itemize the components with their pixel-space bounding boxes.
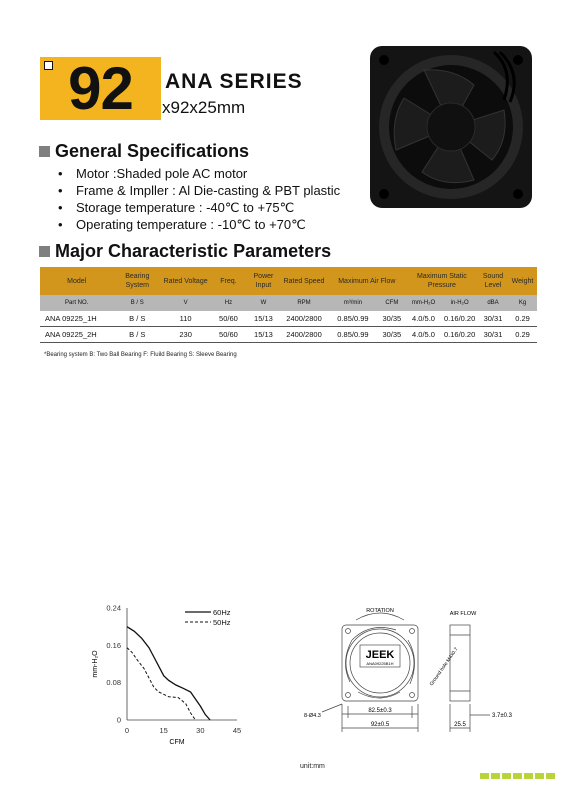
model-number: 92 (68, 55, 133, 122)
major-params-heading (39, 241, 331, 262)
unit-header: Part NO. (40, 295, 113, 311)
spec-item-text: Operating temperature : -10℃ to +70℃ (76, 217, 306, 232)
table-cell: 15/13 (247, 311, 280, 327)
unit-header: W (247, 295, 280, 311)
unit-header: B / S (113, 295, 161, 311)
column-header: Model (40, 267, 113, 295)
fan-label-code: ANA09225B1H (366, 661, 394, 666)
y-tick-label: 0 (116, 715, 121, 725)
dimension-drawing (300, 600, 515, 760)
table-cell: 2400/2800 (280, 327, 328, 343)
table-cell: ANA 09225_1H (40, 311, 113, 327)
list-item (58, 165, 340, 182)
rotation-label: ROTATION (366, 608, 394, 614)
table-cell: 0.29 (508, 327, 537, 343)
table-cell: 30/31 (478, 327, 508, 343)
bullet-icon: • (58, 217, 63, 232)
column-header: Power Input (247, 267, 280, 295)
table-cell: 50/60 (210, 311, 247, 327)
table-cell: 30/35 (378, 311, 406, 327)
x-tick-label: 15 (159, 726, 168, 735)
x-tick-label: 0 (124, 726, 130, 735)
table-cell: 15/13 (247, 327, 280, 343)
series-title: ANA SERIES (165, 70, 303, 93)
column-header: Weight (508, 267, 537, 295)
series-line-50Hz (127, 648, 195, 720)
brand-logo-icon (478, 770, 560, 782)
unit-header: Hz (210, 295, 247, 311)
table-cell: B / S (113, 311, 161, 327)
chart-series (127, 627, 210, 720)
legend-label: 60Hz (213, 608, 231, 617)
table-cell: 0.85/0.99 (328, 311, 378, 327)
corner-square-icon (44, 61, 53, 70)
column-header: Sound Level (478, 267, 508, 295)
table-row (40, 327, 537, 343)
unit-header: in-H₂O (441, 295, 478, 311)
unit-header: mm-H₂O (406, 295, 442, 311)
bullet-icon: • (58, 183, 63, 198)
list-item (58, 182, 340, 199)
unit-label: unit:mm (300, 763, 325, 770)
table-cell: 0.16/0.20 (441, 311, 478, 327)
table-cell: 30/31 (478, 311, 508, 327)
list-item (58, 199, 340, 216)
table-cell: 2400/2800 (280, 311, 328, 327)
table-cell: 4.0/5.0 (406, 311, 442, 327)
unit-header: V (161, 295, 210, 311)
table-unit-row (40, 295, 537, 311)
y-tick-label: 0.24 (106, 603, 121, 613)
column-header: Rated Speed (280, 267, 328, 295)
depth-dimension: 25.5 (454, 722, 466, 728)
unit-header: RPM (280, 295, 328, 311)
legend-label: 50Hz (213, 618, 231, 627)
unit-header: m³/min (328, 295, 378, 311)
spec-list (58, 165, 340, 233)
heading-square-icon (39, 246, 50, 257)
pq-curve-chart (85, 594, 255, 754)
column-header: Freq. (210, 267, 247, 295)
y-axis-label: mm-H₂O (92, 650, 99, 678)
table-cell: 0.16/0.20 (441, 327, 478, 343)
fan-photo (364, 40, 538, 214)
y-tick-label: 0.08 (106, 678, 121, 688)
hole-dimension: 8-Ø4.3 (304, 713, 321, 719)
table-cell: 30/35 (378, 327, 406, 343)
general-specs-heading (39, 141, 249, 162)
ground-hole-label: Ground hole M4x0.7 (428, 646, 460, 688)
x-axis-label: CFM (169, 739, 185, 746)
bullet-icon: • (58, 200, 63, 215)
x-tick-label: 30 (196, 726, 205, 735)
side-dimension: 3.7±0.3 (492, 713, 512, 719)
bearing-footnote: *Bearing system B: Two Ball Bearing F: Fluild Bearing S: Sleeve Bearing (44, 352, 237, 358)
spec-item-text: Storage temperature : -40℃ to +75℃ (76, 200, 295, 215)
series-size: x92x25mm (162, 98, 246, 117)
column-header: Maximum Static Pressure (406, 267, 478, 295)
x-tick-label: 45 (232, 726, 242, 735)
chart-legend (185, 608, 231, 627)
outer-dimension: 92±0.5 (370, 722, 390, 728)
unit-header: dBA (478, 295, 508, 311)
column-header: Bearing System (113, 267, 161, 295)
general-specs-title: General Specifications (55, 141, 250, 161)
table-cell: 110 (161, 311, 210, 327)
air-flow-label: AIR FLOW (449, 611, 477, 617)
list-item (58, 216, 340, 233)
parameters-table (40, 267, 537, 343)
table-cell: 4.0/5.0 (406, 327, 442, 343)
bullet-icon: • (58, 166, 63, 181)
table-row (40, 311, 537, 327)
spec-item-text: Frame & Impller : Al Die-casting & PBT plastic (76, 183, 341, 198)
table-header-row (40, 267, 537, 295)
table-cell: B / S (113, 327, 161, 343)
column-header: Maximum Air Flow (328, 267, 406, 295)
table-cell: 0.29 (508, 311, 537, 327)
inner-dimension: 82.5±0.3 (368, 708, 392, 714)
unit-header: Kg (508, 295, 537, 311)
series-line-60Hz (127, 627, 210, 720)
table-cell: 230 (161, 327, 210, 343)
y-tick-label: 0.16 (106, 640, 121, 650)
major-params-title: Major Characteristic Parameters (55, 241, 332, 261)
column-header: Rated Voltage (161, 267, 210, 295)
table-cell: 50/60 (210, 327, 247, 343)
table-cell: ANA 09225_2H (40, 327, 113, 343)
spec-item-text: Motor :Shaded pole AC motor (76, 166, 248, 181)
unit-header: CFM (378, 295, 406, 311)
table-cell: 0.85/0.99 (328, 327, 378, 343)
heading-square-icon (39, 146, 50, 157)
fan-brand-label: JEEK (365, 649, 395, 661)
